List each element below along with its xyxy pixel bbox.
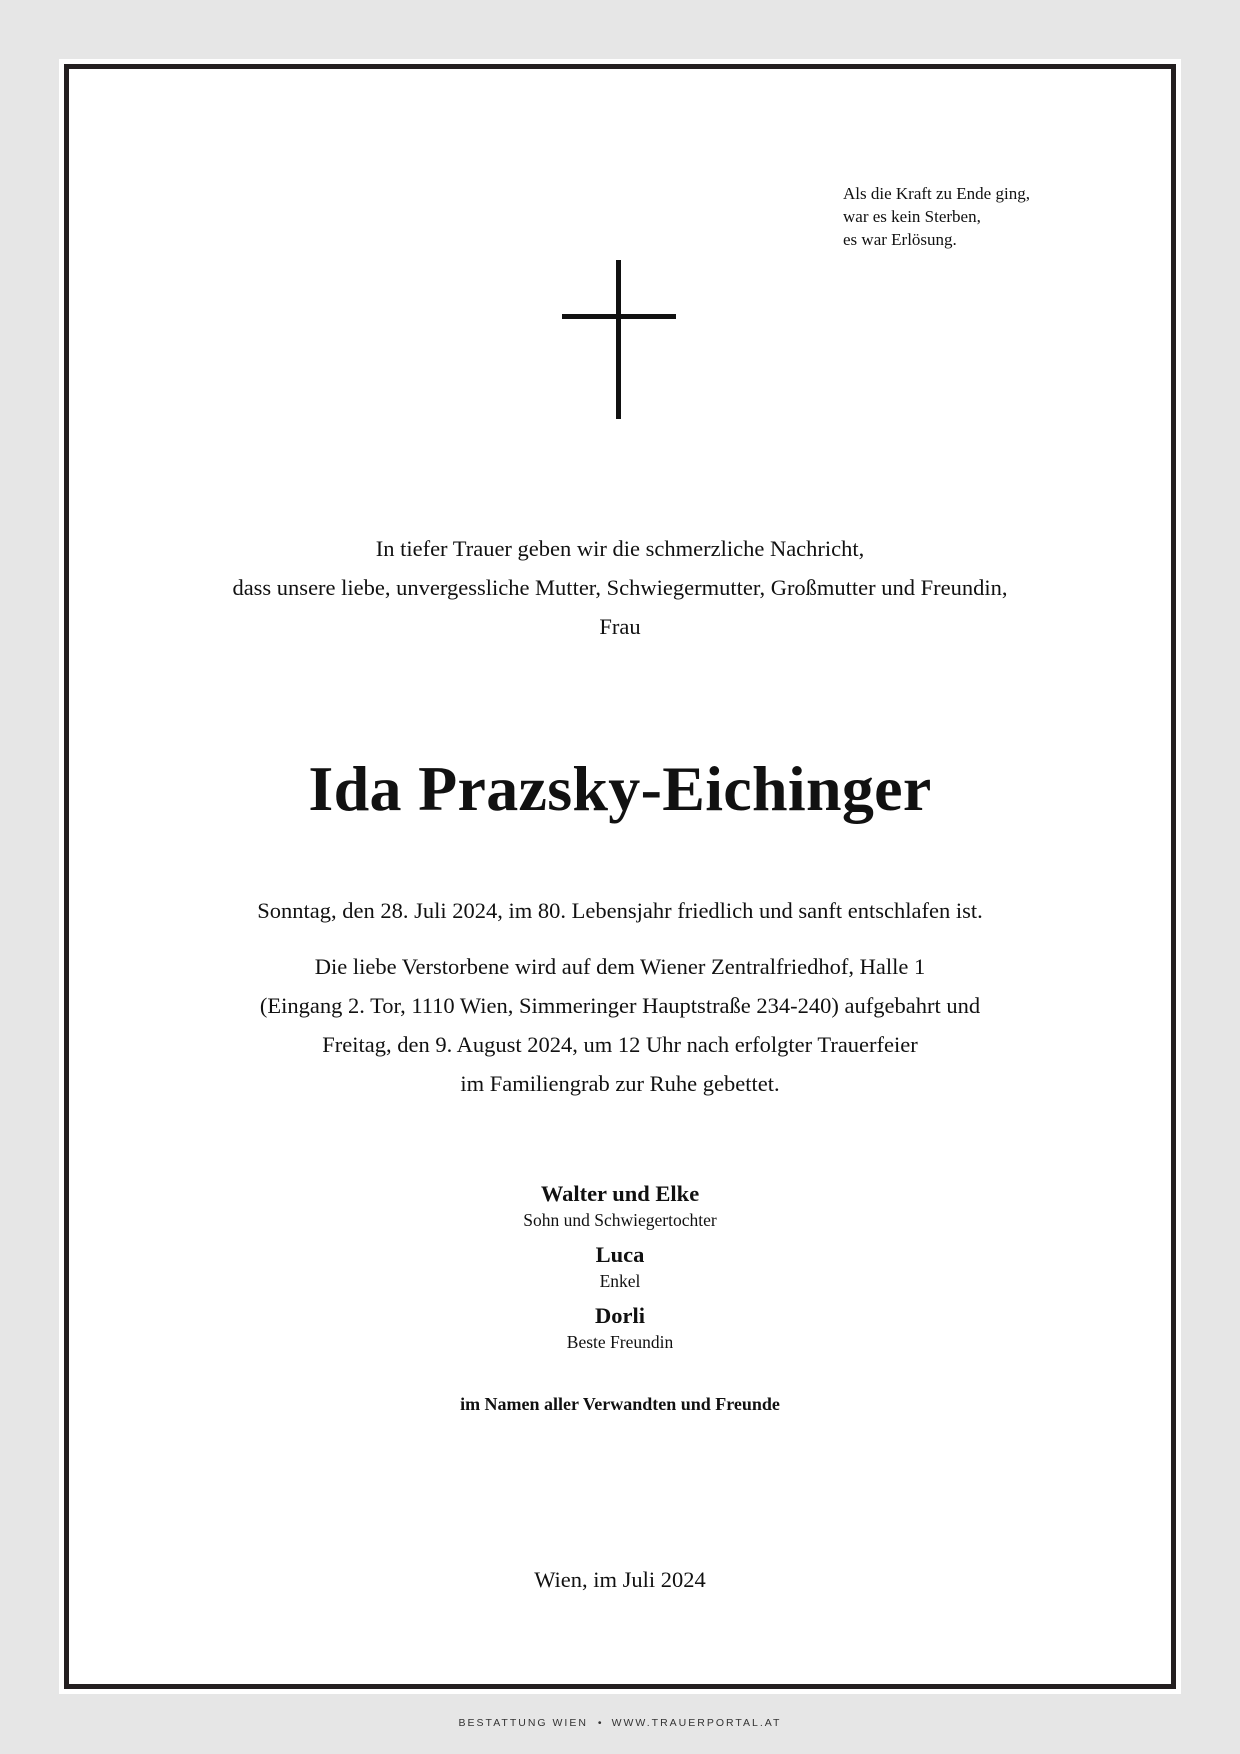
motto-quote [843,182,1030,251]
intro-line: dass unsere liebe, unvergessliche Mutter, Schwiegermutter, Großmutter und Freundin, [232,575,1008,600]
intro-line: Frau [599,614,641,639]
mourner-name: Walter und Elke [540,1181,700,1206]
motto-line: Als die Kraft zu Ende ging, [843,184,1030,203]
deceased-name: Ida Prazsky-Eichinger [308,753,932,824]
funeral-line: im Familiengrab zur Ruhe gebettet. [460,1071,780,1096]
mourner-relation: Sohn und Schwiegertochter [523,1210,717,1230]
footer-company: BESTATTUNG WIEN [458,1717,588,1729]
mourner-name: Luca [595,1242,645,1267]
funeral-line: Freitag, den 9. August 2024, um 12 Uhr nach erfolgter Trauerfeier [322,1032,918,1057]
mourner-entry [59,1301,1181,1353]
on-behalf-line: im Namen aller Verwandten und Freunde [460,1394,780,1414]
mourner-relation: Enkel [599,1271,641,1291]
footer-imprint [59,1715,1181,1731]
funeral-line: (Eingang 2. Tor, 1110 Wien, Simmeringer Hauptstraße 234-240) aufgebahrt und [259,993,981,1018]
motto-line: war es kein Sterben, [843,207,981,226]
mourners-list [59,1179,1181,1362]
mourner-entry [59,1240,1181,1292]
announcement-intro [59,529,1181,646]
place-and-date: Wien, im Juli 2024 [534,1567,706,1592]
funeral-line: Die liebe Verstorbene wird auf dem Wiener Zentralfriedhof, Halle 1 [314,954,926,979]
mourner-name: Dorli [595,1303,645,1328]
cross-horizontal-bar [562,314,676,319]
footer-separator: • [597,1717,602,1729]
funeral-details [59,947,1181,1103]
obituary-sheet [59,59,1181,1729]
cross-icon [562,260,676,419]
footer-website: WWW.TRAUERPORTAL.AT [611,1717,782,1729]
passing-statement: Sonntag, den 28. Juli 2024, im 80. Lebensjahr friedlich und sanft entschlafen ist. [257,898,983,923]
intro-line: In tiefer Trauer geben wir die schmerzliche Nachricht, [375,536,865,561]
motto-line: es war Erlösung. [843,230,957,249]
cross-vertical-bar [616,260,621,419]
mourner-entry [59,1179,1181,1231]
mourner-relation: Beste Freundin [566,1332,674,1352]
